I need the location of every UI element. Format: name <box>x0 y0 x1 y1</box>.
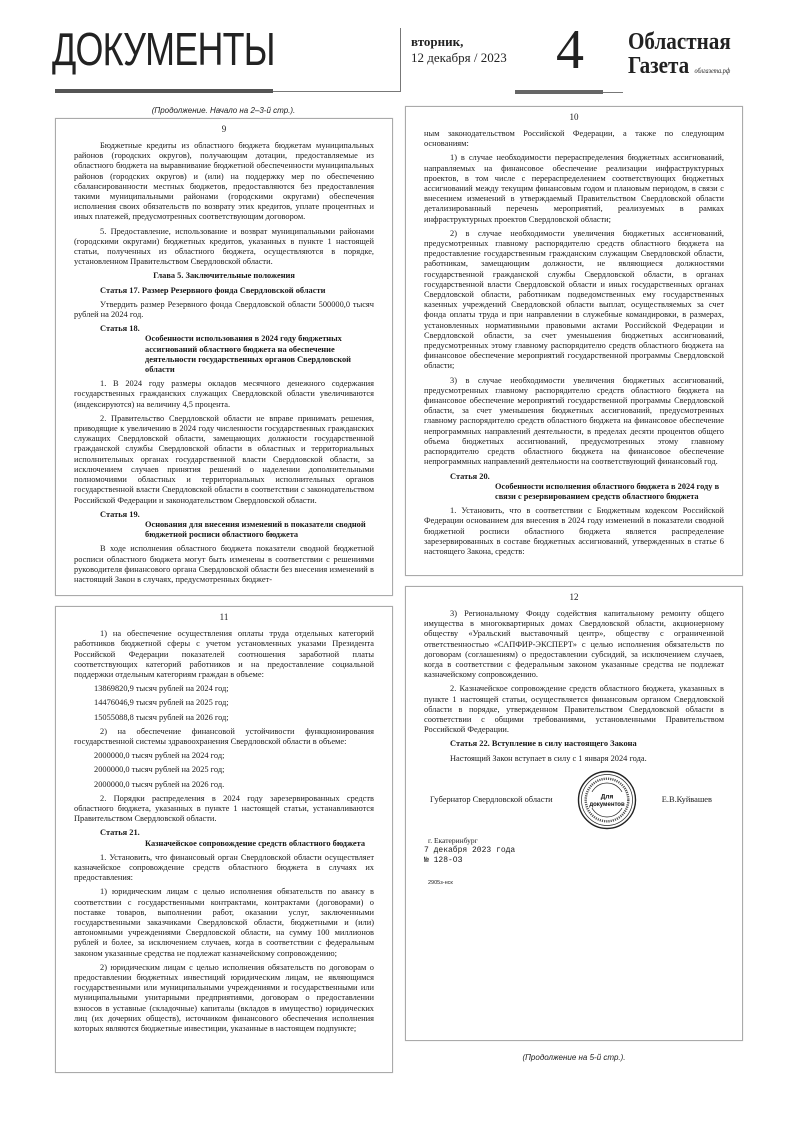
signer-name: Е.В.Куйвашев <box>661 794 712 804</box>
document-page-12 <box>405 586 743 1041</box>
article-number: Статья 19. <box>100 509 140 519</box>
list-item: 1) на обеспечение осуществления оплаты труда отдельных категорий работников бюджетной сферы с учетом установленных указами Президента Российской Федерации показателей соотношения заработной платы соответствующих категорий работников и на предоставление социальной поддержки отдельным категориям граждан в объеме: <box>74 629 374 679</box>
list-item: 2) юридическим лицам с целью исполнения обязательств по договорам о предоставлении бюджетных инвестиций юридическим лицам, не являющимся государственными или муниципальными учреждениями и государственными или муниципальными унитарными предприятиями, договорам о предоставлении взносов в уставные (складочные) капиталы (вкладов в имущество) юридических лиц (их дочерних обществ), источником финансового обеспечения исполнения которых являются бюджетные инвестиции, указанные в настоящем подпункте; <box>74 962 374 1034</box>
masthead-accent-bar <box>55 89 273 93</box>
article-title: Казначейское сопровождение средств областного бюджета <box>145 838 366 848</box>
amount-line: 14476046,9 тысяч рублей на 2025 год; <box>94 698 229 708</box>
paragraph: 5. Предоставление, использование и возврат муниципальными районами (городскими округами) бюджетных кредитов, указанных в пункте 1 настоящей статьи, полученных из областного бюджета, осуществляются в порядке, установленном Правительством Свердловской области. <box>74 226 374 267</box>
issue-weekday: вторник, <box>411 34 464 49</box>
paragraph: 1. Установить, что в соответствии с Бюджетным кодексом Российской Федерации основанием для внесения в 2024 году изменений в показатели сводной бюджетной росписи областного бюджета является распределение зарезервированных в составе бюджетных ассигнований, утвержденных в статье 6 настоящего Закона, средств: <box>424 506 724 556</box>
stamp-text-2: документов <box>589 801 625 808</box>
signer-title: Губернатор Свердловской области <box>430 794 553 804</box>
newspaper-logo <box>628 30 731 83</box>
paragraph: 1. Установить, что финансовый орган Свердловской области осуществляет казначейское сопровождение средств областного бюджета в случаях их предоставления: <box>74 852 374 883</box>
official-stamp <box>577 770 637 830</box>
amount-line: 15055088,8 тысяч рублей на 2026 год; <box>94 712 229 722</box>
signature-block <box>424 770 724 830</box>
continuation-note-top: (Продолжение. Начало на 2–3-й стр.). <box>151 106 296 115</box>
paragraph: В ходе исполнения областного бюджета показатели сводной бюджетной росписи областного бюджета могут быть изменены в соответствии с решениями руководителя финансового органа Свердловской области без внесения изменений в настоящий Закон в случаях, предусмотренных бюджет- <box>74 544 374 584</box>
print-code: 2905з-нск <box>428 879 453 886</box>
paragraph: Бюджетные кредиты из областного бюджета бюджетам муниципальных районов (городских округов), получающим дотации, предоставляемые из областного бюджета на выравнивание бюджетной обеспеченности муниципальных районов (городских округов) и (или) на поддержку мер по обеспечению сбалансированности местных бюджетов, предоставляются без предоставления такими муниципальными районами (городскими округами) обеспечения исполнения своих обязательств по возврату этих кредитов, уплате процентных и иных платежей, предусмотренных соответствующим договором. <box>74 141 374 222</box>
document-page-10 <box>405 106 743 576</box>
left-column <box>55 118 393 1073</box>
paragraph: 1. В 2024 году размеры окладов месячного денежного содержания государственных гражданских служащих Свердловской области увеличиваются (индексируются) на величину 4,5 процента. <box>74 379 374 409</box>
chapter-heading: Глава 5. Заключительные положения <box>153 271 295 281</box>
page-number: 11 <box>219 612 229 623</box>
page-number: 9 <box>221 124 227 134</box>
list-item: 1) юридическим лицам с целью исполнения обязательств по авансу в соответствии с государственными контрактами, контрактами (договорами) о поставке товаров, выполнении работ, оказании услуг, заключенными государственными заказчиками Свердловской области, бюджетными и (или) автономными учреждениями Свердловской области, на сумму 100 миллионов рублей и более, за исключением случаев, когда в соответствии с федеральным законом указанные средства не подлежат казначейскому сопровождению; <box>74 887 374 958</box>
paragraph: ным законодательством Российской Федерации, а также по следующим основаниям: <box>424 129 724 149</box>
article-heading: Статья 22. Вступление в силу настоящего Закона <box>450 739 637 749</box>
amount-line: 2000000,0 тысяч рублей на 2025 год; <box>94 765 225 775</box>
document-page-11 <box>55 606 393 1073</box>
issue-date <box>411 34 507 66</box>
paragraph: Настоящий Закон вступает в силу с 1 января 2024 года. <box>450 753 647 763</box>
section-title: ДОКУМЕНТЫ <box>52 23 275 75</box>
document-page-9 <box>55 118 393 596</box>
page-number: 10 <box>569 112 579 122</box>
article-title: Особенности использования в 2024 году бюджетных ассигнований областного бюджета на обеспечение деятельности государственных органов Свердловской области <box>145 334 351 375</box>
paragraph: Утвердить размер Резервного фонда Свердловской области 500000,0 тысяч рублей на 2024 год. <box>74 299 374 320</box>
article-heading: Статья 17. Размер Резервного фонда Свердловской области <box>100 285 326 295</box>
newspaper-page-number: 4 <box>556 19 584 81</box>
article-heading <box>100 828 374 848</box>
page-number-rule <box>603 92 623 93</box>
continuation-note-bottom: (Продолжение на 5-й стр.). <box>522 1053 626 1062</box>
signing-place: г. Екатеринбург <box>428 835 478 845</box>
list-item: 3) Региональному Фонду содействия капитальному ремонту общего имущества в многоквартирных домах Свердловской области, акционерному обществу «Уральский выставочный центр», обществу с ограниченной ответственностью «САПФИР-ЭКСПЕРТ» с целью исполнения обязательств по договорам (соглашениям) о предоставлении субсидий, за исключением случаев, когда в соответствии с федеральным законом указанные средства не подлежат казначейскому сопровождению. <box>424 609 724 680</box>
amount-line: 13869820,9 тысяч рублей на 2024 год; <box>94 684 229 694</box>
page-number-bar <box>515 90 603 94</box>
stamp-text-1: Для <box>600 793 614 801</box>
brand-site: облгазета.рф <box>694 67 731 75</box>
article-number: Статья 21. <box>100 828 140 838</box>
article-number: Статья 18. <box>100 324 140 334</box>
list-item: 3) в случае необходимости увеличения бюджетных ассигнований, предусмотренных главному распорядителю средств областного бюджета на финансовое обеспечение мероприятий государственной программы Свердловской области, за счет уменьшения бюджетных ассигнований, предусмотренных главному распорядителю средств областного бюджета на финансовое обеспечение непрограммных направлений деятельности, в пределах десяти процентов общего объема бюджетных ассигнований, предусмотренных этому главному распорядителю средств областного бюджета на финансовое обеспечение непрограммных направлений деятельности на соответствующий финансовый год. <box>424 375 724 467</box>
page-number: 12 <box>569 592 579 602</box>
brand-line-1: Областная <box>628 29 731 55</box>
issue-date-text: 12 декабря / 2023 <box>411 50 507 65</box>
signing-date: 7 декабря 2023 года <box>424 845 516 855</box>
law-number: № 128-ОЗ <box>424 855 463 865</box>
amount-line: 2000000,0 тысяч рублей на 2026 год. <box>94 779 225 789</box>
paragraph: 2. Казначейское сопровождение средств областного бюджета, указанных в пункте 1 настоящей статьи, осуществляется финансовым органом Свердловской области в порядке, утвержденном Правительством Свердловской области в соответствии с общими требованиями, установленными Правительством Российской Федерации. <box>424 684 724 735</box>
article-heading <box>100 510 374 541</box>
article-number: Статья 20. <box>450 471 490 481</box>
list-item: 2) на обеспечение финансовой устойчивости функционирования государственной системы здравоохранения Свердловской области в объеме: <box>74 726 374 746</box>
brand-line-2: Газета <box>628 53 690 79</box>
right-column <box>405 106 743 1063</box>
masthead-divider <box>400 28 401 92</box>
amount-line: 2000000,0 тысяч рублей на 2024 год; <box>94 751 225 761</box>
paragraph: 2. Порядки распределения в 2024 году зарезервированных средств областного бюджета, указанных в пункте 1 настоящей статьи, устанавливаются Правительством Свердловской области. <box>74 793 374 824</box>
article-title: Особенности исполнения областного бюджета в 2024 году в связи с резервированием средств областного бюджета <box>495 481 720 501</box>
list-item: 2) в случае необходимости увеличения бюджетных ассигнований, предусмотренных главному распорядителю средств областного бюджета на предоставление государственным гражданским служащим Свердловской области, работникам, замещающим должности, не являющиеся должностями государственной гражданской службы Свердловской области, в органах государственной власти Свердловской области и иных государственных органах Свердловской области, работникам подведомственных ему государственных казенных учреждений Свердловской области выплат, осуществляемых за счет фонда оплаты труда и при направлении в служебные командировки, в размерах, установленных нормативными правовыми актами Российской Федерации и Свердловской области, за счет уменьшения бюджетных ассигнований, предусмотренных этому главному распорядителю средств областного бюджета на финансовое обеспечение мероприятий государственной программы Свердловской области; <box>424 228 724 371</box>
list-item: 1) в случае необходимости перераспределения бюджетных ассигнований, направляемых на финансовое обеспечение реализации инфраструктурных проектов, в том числе с перераспределением соответствующих бюджетных ассигнований между текущим финансовым годом и плановым периодом, в связи с внесением изменений в утверждаемый Правительством Свердловской области детализированный перечень мероприятий, реализуемых в рамках инфраструктурных проектов Свердловской области; <box>424 153 724 224</box>
article-heading <box>100 324 374 375</box>
article-title: Основания для внесения изменений в показатели сводной бюджетной росписи областного бюджета <box>145 519 366 540</box>
paragraph: 2. Правительство Свердловской области не вправе принимать решения, приводящие к увеличению в 2024 году численности государственных гражданских служащих Свердловской области, замещающих должности государственной гражданской службы Свердловской области в областных и территориальных исполнительных органах государственной власти Свердловской области, за исключением случаев принятия решений о наделении дополнительными полномочиями областных и территориальных исполнительных органов государственной власти Свердловской области в соответствии с законодательством Российской Федерации и законодательством Свердловской области. <box>74 413 374 505</box>
article-heading <box>450 472 724 503</box>
